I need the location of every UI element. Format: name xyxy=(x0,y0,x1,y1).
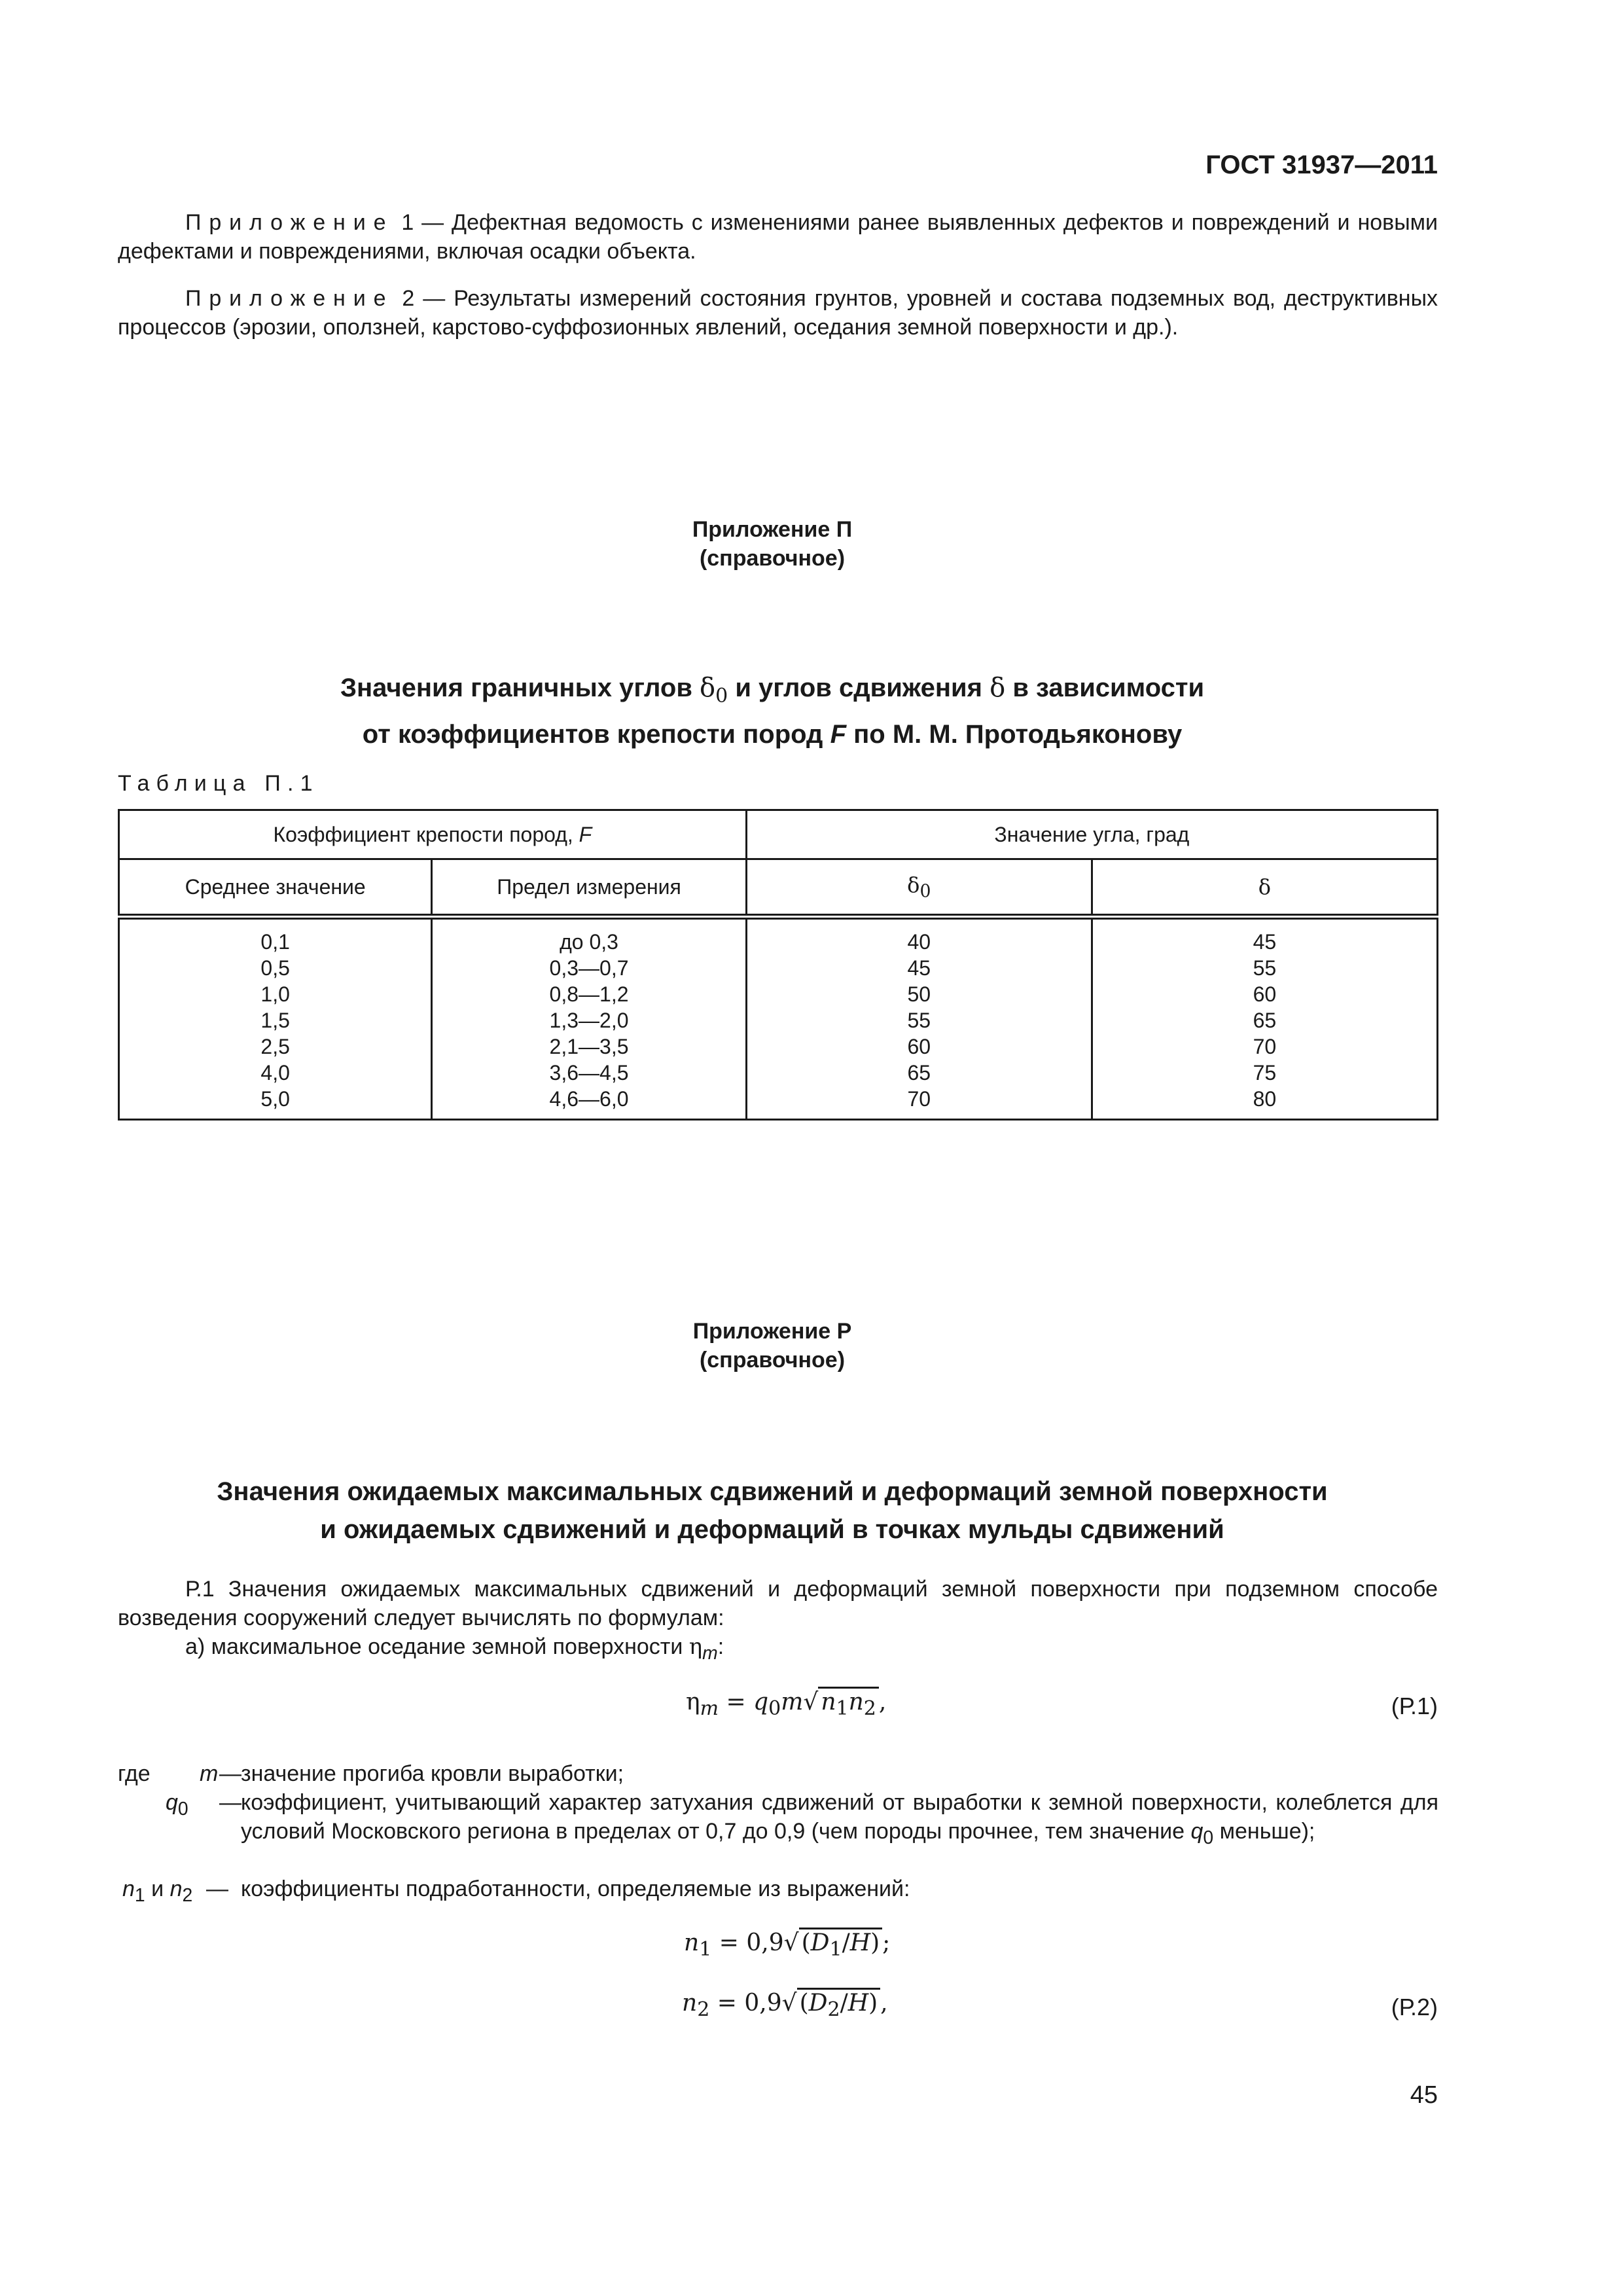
table-cell: 45 xyxy=(907,956,931,980)
column-delta0 xyxy=(746,917,1092,1120)
legend-q0-body: коэффициент, учитывающий характер затухания сдвижений от выработки к земной поверхности, колеблется для условий Московского региона в пределах от 0,7 до 0,9 (чем породы прочнее, тем значение xyxy=(241,1790,1438,1844)
q-variable: q xyxy=(1190,1819,1204,1844)
legend-m-dash: — xyxy=(219,1761,241,1786)
table-cell: 50 xyxy=(907,982,931,1006)
note-2-num: 2 — xyxy=(402,286,446,311)
legend-q0-text xyxy=(241,1788,1438,1852)
legend-where: где xyxy=(118,1761,151,1786)
table-cell: 65 xyxy=(907,1061,931,1085)
table-cell: 60 xyxy=(1253,982,1277,1006)
table-cell: 45 xyxy=(1253,930,1277,954)
table-label: Таблица П.1 xyxy=(118,771,319,796)
eq2b-sqrt: $(D_2/H)$ xyxy=(797,1988,881,2017)
page-number: 45 xyxy=(1410,2081,1438,2109)
appendix-p-title-line1 xyxy=(0,669,1544,715)
header-text: Коэффициент крепости пород, xyxy=(273,822,573,846)
delta-symbol: δ xyxy=(1258,874,1272,899)
angles-table xyxy=(118,809,1438,1121)
note-2 xyxy=(118,284,1438,342)
eq2a-sqrt: $(D_1/H)$ xyxy=(799,1928,883,1956)
legend-n-dash: — xyxy=(206,1876,228,1901)
appendix-p-title xyxy=(0,669,1544,753)
legend-m-text: значение прогиба кровли выработки; xyxy=(241,1761,624,1786)
paragraph-r1: Р.1 Значения ожидаемых максимальных сдвижений и деформаций земной поверхности при подземном способе возведения сооружений следует вычислять по формулам: xyxy=(118,1577,1438,1630)
table-header-row-2 xyxy=(119,859,1438,917)
n-subscript: 1 xyxy=(134,1884,145,1906)
appendix-r-heading xyxy=(0,1317,1544,1374)
and-word: и xyxy=(151,1876,164,1901)
appendix-p-name: Приложение П xyxy=(692,517,853,542)
document-code: ГОСТ 31937—2011 xyxy=(1205,151,1438,179)
table-header-row-1 xyxy=(119,810,1438,859)
title-text: Значения граничных углов xyxy=(340,673,692,702)
table-cell: 70 xyxy=(907,1087,931,1111)
f-variable: F xyxy=(830,720,846,749)
eq2-number: (Р.2) xyxy=(1391,1994,1438,2020)
table-cell: 2,1—3,5 xyxy=(549,1035,629,1058)
delta-symbol: δ xyxy=(907,872,920,897)
header-variable: F xyxy=(579,822,592,846)
q-subscript: 0 xyxy=(1203,1827,1214,1848)
note-1-text: Дефектная ведомость с изменениями ранее выявленных дефектов и повреждений и новыми дефектами и повреждениями, включая осадки объекта. xyxy=(118,210,1438,264)
table-cell: 1,3—2,0 xyxy=(549,1009,629,1032)
table-cell: 75 xyxy=(1253,1061,1277,1085)
equation-r2b: $n_2 = 0,9√$ $(D_2/H)$ , xyxy=(682,1990,888,2021)
table-cell: 40 xyxy=(907,930,931,954)
eq2a-coef: 0,9 xyxy=(746,1929,784,1956)
header-hardness-coefficient xyxy=(119,810,747,859)
appendix-p-title-line2 xyxy=(0,715,1544,753)
table-cell: 4,0 xyxy=(260,1061,290,1085)
table-cell: 70 xyxy=(1253,1035,1277,1058)
delta-subscript: 0 xyxy=(919,881,931,902)
equation-r2a: $n_1 = 0,9√$ $(D_1/H)$ ; xyxy=(684,1929,890,1961)
table-cell: 0,5 xyxy=(260,956,290,980)
delta-symbol: δ xyxy=(700,673,716,703)
n-subscript: 2 xyxy=(182,1884,193,1906)
table-cell: 1,5 xyxy=(260,1009,290,1032)
appendix-r-type: (справочное) xyxy=(699,1348,846,1372)
header-delta0 xyxy=(746,859,1092,917)
q-variable: q xyxy=(166,1790,178,1815)
m-variable: m xyxy=(200,1761,219,1786)
legend-q0-dash: — xyxy=(219,1790,241,1815)
delta-symbol: δ xyxy=(990,673,1006,703)
appendix-r-title-line1: Значения ожидаемых максимальных сдвижений и деформаций земной поверхности xyxy=(217,1477,1328,1506)
header-delta xyxy=(1092,859,1437,917)
table-cell: 0,8—1,2 xyxy=(549,982,629,1006)
title-text: по М. М. Протодьяконову xyxy=(853,720,1183,749)
item-a-colon: : xyxy=(717,1634,724,1659)
legend-n-symbols xyxy=(122,1874,192,1910)
column-ranges xyxy=(432,917,746,1120)
legend-q0-tail: меньше); xyxy=(1219,1819,1315,1844)
table-cell: до 0,3 xyxy=(560,930,618,954)
table-cell: 4,6—6,0 xyxy=(549,1087,629,1111)
table-cell: 2,5 xyxy=(260,1035,290,1058)
table-cell: 55 xyxy=(907,1009,931,1032)
table-cell: 0,3—0,7 xyxy=(549,956,629,980)
table-cell: 80 xyxy=(1253,1087,1277,1111)
eq1-number: (Р.1) xyxy=(1391,1693,1438,1719)
table-body-row xyxy=(119,917,1438,1120)
n-variable: n xyxy=(122,1876,135,1901)
title-text: от коэффициентов крепости пород xyxy=(362,720,823,749)
eta-symbol: η xyxy=(688,1634,703,1660)
eta-subscript: m xyxy=(702,1642,718,1664)
legend-m-symbol xyxy=(200,1759,218,1788)
table-cell: 65 xyxy=(1253,1009,1277,1032)
eq2b-coef: 0,9 xyxy=(744,1990,782,2017)
n-variable: n xyxy=(169,1876,183,1901)
note-1 xyxy=(118,208,1438,266)
column-delta xyxy=(1092,917,1437,1120)
table-cell: 3,6—4,5 xyxy=(549,1061,629,1085)
appendix-r-name: Приложение Р xyxy=(692,1319,852,1344)
column-mean-values xyxy=(119,917,432,1120)
item-a-text: а) максимальное оседание земной поверхности xyxy=(185,1634,683,1659)
legend-q0-symbol xyxy=(166,1788,188,1823)
equation-r1: $\eta_m = q_0m√$ $n_1n_2$ , xyxy=(686,1689,886,1720)
item-a xyxy=(185,1632,724,1668)
appendix-r-title-line2: и ожидаемых сдвижений и деформаций в точках мульды сдвижений xyxy=(320,1515,1224,1544)
appendix-p-heading xyxy=(0,515,1544,573)
eq1-sqrt: $n_1n_2$ xyxy=(818,1687,879,1715)
header-range: Предел измерения xyxy=(432,859,746,917)
legend-n-text: коэффициенты подработанности, определяемые из выражений: xyxy=(241,1876,910,1901)
note-1-label: Приложение xyxy=(185,210,394,235)
note-1-num: 1 — xyxy=(401,210,444,235)
q-subscript: 0 xyxy=(177,1798,188,1820)
header-angle-value: Значение угла, град xyxy=(746,810,1437,859)
table-cell: 1,0 xyxy=(260,982,290,1006)
table-cell: 60 xyxy=(907,1035,931,1058)
table-cell: 55 xyxy=(1253,956,1277,980)
delta-subscript: 0 xyxy=(715,685,728,708)
appendix-r-title xyxy=(0,1473,1544,1549)
table-cell: 0,1 xyxy=(260,930,290,954)
header-mean-value: Среднее значение xyxy=(119,859,432,917)
title-text: и углов сдвижения xyxy=(735,673,982,702)
note-2-label: Приложение xyxy=(185,286,394,311)
note-2-text: Результаты измерений состояния грунтов, уровней и состава подземных вод, деструктивных процессов (эрозии, оползней, карстово-суффозионных явлений, оседания земной поверхности и др.). xyxy=(118,286,1438,340)
eq1-lhs: $\eta_m$ xyxy=(686,1689,719,1721)
appendix-p-type: (справочное) xyxy=(699,546,846,571)
title-text: в зависимости xyxy=(1012,673,1205,702)
table-cell: 5,0 xyxy=(260,1087,290,1111)
